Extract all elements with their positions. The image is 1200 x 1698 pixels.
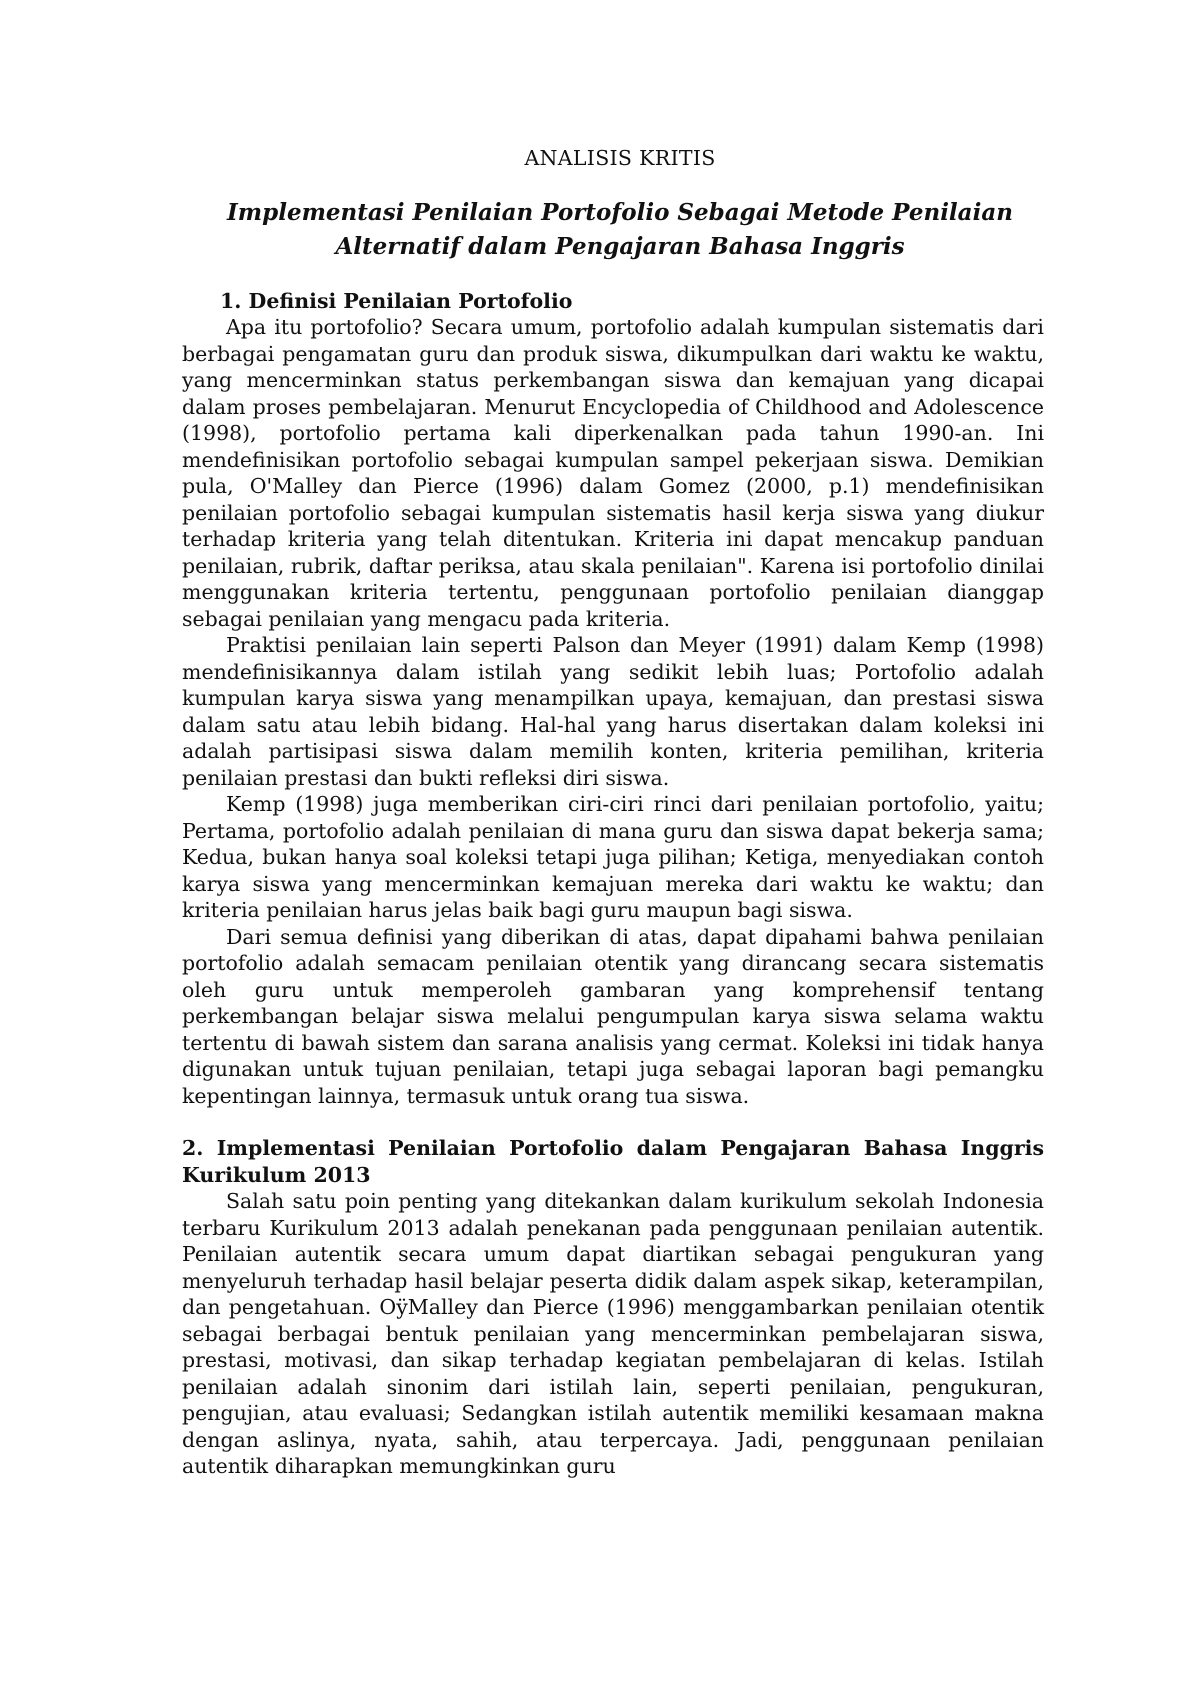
section-1-heading: 1. Definisi Penilaian Portofolio [220, 288, 573, 313]
document-label: ANALISIS KRITIS [524, 146, 716, 170]
document-title-line-2: Alternatif dalam Pengajaran Bahasa Inggris [335, 232, 905, 260]
paragraph: Praktisi penilaian lain seperti Palson dan Meyer (1991) dalam Kemp (1998) mendefinisikannya dalam istilah yang sedikit lebih luas; Portofolio adalah kumpulan karya siswa yang menampilkan upaya, kemajuan, dan prestasi siswa dalam satu atau lebih bidang. Hal-hal yang harus disertakan dalam koleksi ini adalah partisipasi siswa dalam memilih konten, kriteria pemilihan, kriteria penilaian prestasi dan bukti refleksi diri siswa. [182, 633, 1044, 790]
paragraph: Salah satu poin penting yang ditekankan dalam kurikulum sekolah Indonesia terbaru Kurikulum 2013 adalah penekanan pada penggunaan penilaian autentik. Penilaian autentik secara umum dapat diartikan sebagai pengukuran yang menyeluruh terhadap hasil belajar peserta didik dalam aspek sikap, keterampilan, dan pengetahuan. OÿMalley dan Pierce (1996) menggambarkan penilaian otentik sebagai berbagai bentuk penilaian yang mencerminkan pembelajaran siswa, prestasi, motivasi, dan sikap terhadap kegiatan pembelajaran di kelas. Istilah penilaian adalah sinonim dari istilah lain, seperti penilaian, pengukuran, pengujian, atau evaluasi; Sedangkan istilah autentik memiliki kesamaan makna dengan aslinya, nyata, sahih, atau terpercaya. Jadi, penggunaan penilaian autentik diharapkan memungkinkan guru [182, 1189, 1044, 1478]
section-2-heading: 2. Implementasi Penilaian Portofolio dalam Pengajaran Bahasa Inggris Kurikulum 2013 [182, 1136, 1044, 1187]
paragraph: Kemp (1998) juga memberikan ciri-ciri rinci dari penilaian portofolio, yaitu; Pertama, portofolio adalah penilaian di mana guru dan siswa dapat bekerja sama; Kedua, bukan hanya soal koleksi tetapi juga pilihan; Ketiga, menyediakan contoh karya siswa yang mencerminkan kemajuan mereka dari waktu ke waktu; dan kriteria penilaian harus jelas baik bagi guru maupun bagi siswa. [182, 792, 1044, 922]
section-definisi [182, 288, 1044, 1110]
document-title [182, 196, 1044, 264]
section-implementasi [182, 1135, 1044, 1480]
document-title-line-1: Implementasi Penilaian Portofolio Sebagai Metode Penilaian [227, 198, 1013, 226]
paragraph: Dari semua definisi yang diberikan di atas, dapat dipahami bahwa penilaian portofolio adalah semacam penilaian otentik yang dirancang secara sistematis oleh guru untuk memperoleh gambaran yang komprehensif tentang perkembangan belajar siswa melalui pengumpulan karya siswa selama waktu tertentu di bawah sistem dan sarana analisis yang cermat. Koleksi ini tidak hanya digunakan untuk tujuan penilaian, tetapi juga sebagai laporan bagi pemangku kepentingan lainnya, termasuk untuk orang tua siswa. [182, 924, 1044, 1108]
paragraph: Apa itu portofolio? Secara umum, portofolio adalah kumpulan sistematis dari berbagai pengamatan guru dan produk siswa, dikumpulkan dari waktu ke waktu, yang mencerminkan status perkembangan siswa dan kemajuan yang dicapai dalam proses pembelajaran. Menurut Encyclopedia of Childhood and Adolescence (1998), portofolio pertama kali diperkenalkan pada tahun 1990-an. Ini mendefinisikan portofolio sebagai kumpulan sampel pekerjaan siswa. Demikian pula, O'Malley dan Pierce (1996) dalam Gomez (2000, p.1) mendefinisikan penilaian portofolio sebagai kumpulan sistematis hasil kerja siswa yang diukur terhadap kriteria yang telah ditentukan. Kriteria ini dapat mencakup panduan penilaian, rubrik, daftar periksa, atau skala penilaian". Karena isi portofolio dinilai menggunakan kriteria tertentu, penggunaan portofolio penilaian dianggap sebagai penilaian yang mengacu pada kriteria. [182, 315, 1044, 631]
